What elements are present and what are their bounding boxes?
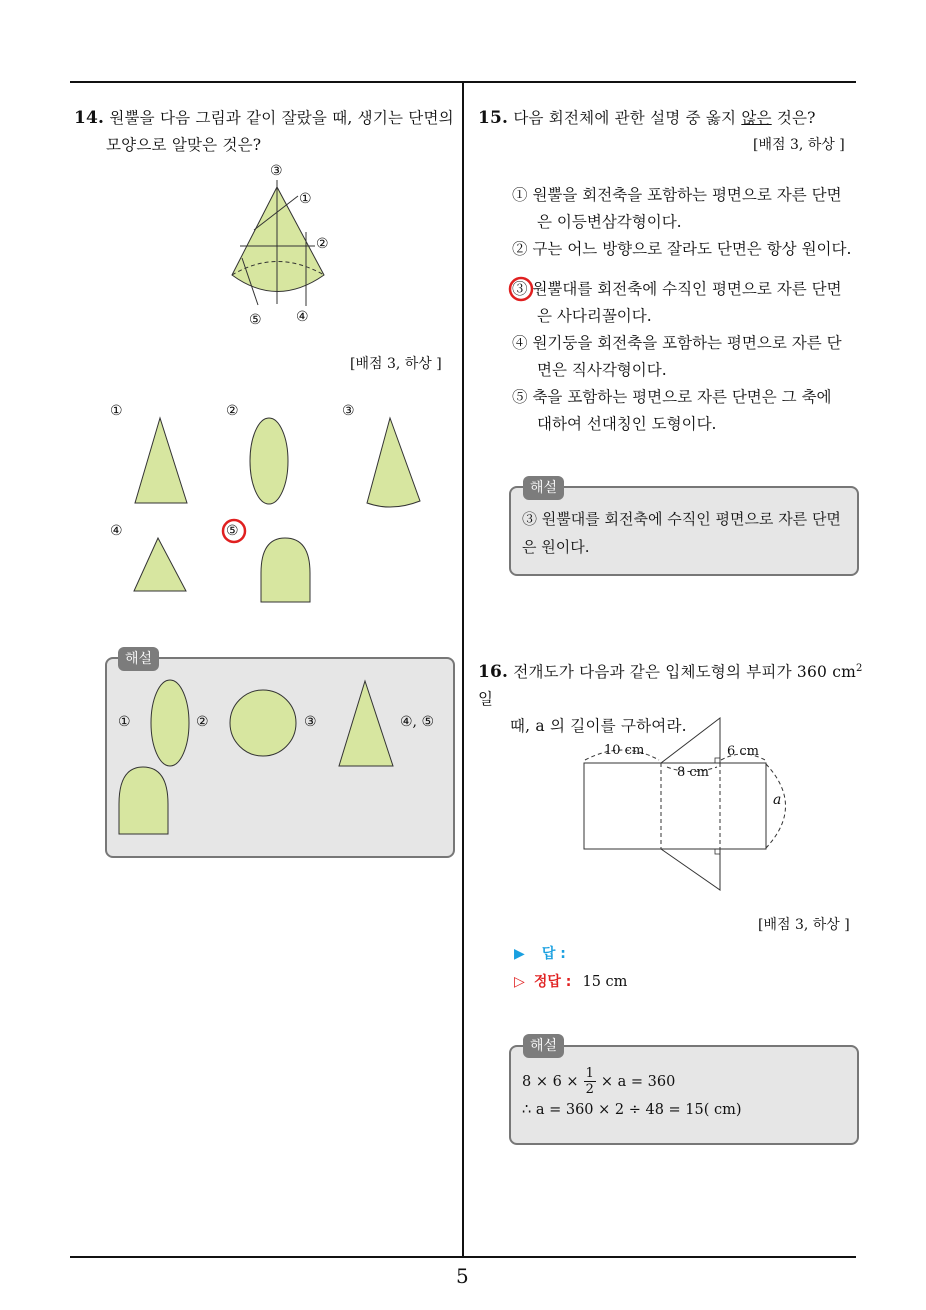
- q15-choice-4-line2: 면은 직사각형이다.: [537, 361, 667, 379]
- q16-number: 16.: [478, 662, 509, 683]
- q14-expl-parabolic-section: [116, 764, 172, 838]
- q16-text-line2: 때, a 의 길이를 구하여라.: [510, 717, 687, 736]
- q16-explanation-tab: 해설: [523, 1034, 564, 1058]
- q14-choice-4-triangle: [130, 535, 192, 595]
- q16-expl-fraction: [584, 1066, 596, 1097]
- q14-question: [74, 105, 459, 159]
- q14-choice-2-ellipse: [245, 415, 295, 507]
- q14-choice-5-parabolic-section: [258, 535, 314, 607]
- q15-text-underlined: 않은: [741, 109, 772, 127]
- q16-answer-label: 답 :: [541, 946, 566, 962]
- q14-expl-circle: [228, 688, 300, 760]
- q15-choice-1-line2: 은 이등변삼각형이다.: [537, 213, 682, 231]
- q15-choice-2[interactable]: [512, 236, 872, 263]
- q15-choice-1-mark: ①: [512, 186, 528, 204]
- q15-expl-line1: ③ 원뿔대를 회전축에 수직인 평면으로 자른 단면: [522, 510, 841, 528]
- q15-choice-3-mark: ③: [512, 280, 528, 298]
- q15-choice-1-line1: 원뿔을 회전축을 포함하는 평면으로 자른 단면: [532, 186, 842, 204]
- q15-score: [배점 3, 하상 ]: [753, 137, 845, 153]
- q14-expl-label-1: ①: [118, 714, 131, 730]
- q15-choice-5-mark: ⑤: [512, 388, 528, 406]
- q14-number: 14.: [74, 108, 105, 128]
- q14-fig-label-3: ③: [270, 163, 283, 179]
- q15-choice-5-line2: 대하여 선대칭인 도형이다.: [537, 415, 717, 433]
- q14-explanation-tab: 해설: [118, 647, 159, 671]
- q15-explanation-text: [522, 505, 852, 561]
- q14-choice-3[interactable]: ③: [342, 403, 355, 419]
- q16-expl-line1: [522, 1066, 675, 1097]
- q16-label-10cm: 10 cm: [604, 743, 645, 758]
- page-number: 5: [456, 1264, 469, 1288]
- q15-text-post: 것은?: [771, 109, 816, 127]
- q16-text-sup: 2: [856, 663, 863, 674]
- q15-choice-3[interactable]: [512, 276, 857, 330]
- q14-choice-2[interactable]: ②: [226, 403, 239, 419]
- q14-score: [배점 3, 하상 ]: [350, 356, 442, 372]
- q14-expl-ellipse: [148, 678, 194, 770]
- q16-correct-arrow-icon: ▷: [514, 974, 525, 990]
- q15-choice-4[interactable]: [512, 330, 857, 384]
- q14-choice-4[interactable]: ④: [110, 523, 123, 539]
- q15-choice-5-line1: 축을 포함하는 평면으로 자른 단면은 그 축에: [532, 388, 832, 406]
- q15-choice-2-mark: ②: [512, 240, 528, 258]
- q14-expl-label-2: ②: [196, 714, 209, 730]
- q14-choice-3-cone-section: [362, 415, 424, 515]
- q14-fig-label-4: ④: [296, 309, 309, 325]
- q15-choice-5[interactable]: [512, 384, 857, 438]
- q16-expl-line1-post: × a = 360: [600, 1073, 676, 1090]
- q15-choice-3-line2: 은 사다리꼴이다.: [537, 307, 652, 325]
- q16-answer-row[interactable]: [514, 943, 566, 963]
- q14-choice-1-triangle: [130, 415, 192, 507]
- q15-choice-2-line1: 구는 어느 방향으로 잘라도 단면은 항상 원이다.: [532, 240, 852, 258]
- q14-fig-label-1: ①: [299, 191, 312, 207]
- q14-choice-5-selected-circle: [220, 517, 250, 547]
- q14-expl-label-4-5: ④, ⑤: [400, 714, 435, 730]
- q14-text-line1: 원뿔을 다음 그림과 같이 잘랐을 때, 생기는 단면의: [109, 109, 454, 127]
- q16-text-line1-post: 일: [478, 690, 494, 709]
- q15-choice-1[interactable]: [512, 182, 857, 236]
- q16-expl-line1-pre: 8 × 6 ×: [522, 1073, 579, 1090]
- q15-choice-4-mark: ④: [512, 334, 528, 352]
- q15-choice-3-line1: 원뿔대를 회전축에 수직인 평면으로 자른 단면: [532, 280, 842, 298]
- q16-text-line1-pre: 전개도가 다음과 같은 입체도형의 부피가 360 cm: [513, 663, 856, 682]
- bottom-rule: [70, 1256, 856, 1258]
- q15-text-pre: 다음 회전체에 관한 설명 중 옳지: [513, 109, 742, 127]
- q15-choice-4-line1: 원기둥을 회전축을 포함하는 평면으로 자른 단: [532, 334, 842, 352]
- q14-expl-label-3: ③: [304, 714, 317, 730]
- q16-label-a: a: [773, 792, 782, 808]
- q14-text-line2: 모양으로 알맞은 것은?: [106, 136, 262, 154]
- q16-expl-frac-den: 2: [585, 1082, 594, 1097]
- q16-correct-row: [514, 971, 627, 991]
- q16-expl-line2: ∴ a = 360 × 2 ÷ 48 = 15( cm): [522, 1102, 742, 1118]
- q14-choice-5[interactable]: ⑤: [226, 523, 239, 539]
- q14-expl-triangle: [334, 678, 398, 770]
- q14-fig-label-5: ⑤: [249, 312, 262, 328]
- q14-fig-label-2: ②: [316, 236, 329, 252]
- q16-net-figure: [575, 710, 805, 900]
- q16-label-8cm: 8 cm: [677, 765, 710, 780]
- q15-expl-line2: 은 원이다.: [522, 538, 590, 556]
- q16-score: [배점 3, 하상 ]: [758, 917, 850, 933]
- q15-question: [478, 105, 858, 132]
- q16-expl-frac-num: 1: [585, 1066, 594, 1081]
- q16-correct-value: 15 cm: [582, 974, 628, 990]
- column-divider: [462, 82, 464, 1258]
- q15-explanation-tab: 해설: [523, 476, 564, 500]
- q16-correct-label: 정답 :: [533, 974, 572, 990]
- q16-answer-arrow-icon: ▶: [514, 946, 525, 962]
- q15-number: 15.: [478, 108, 509, 128]
- q16-label-6cm: 6 cm: [727, 744, 760, 759]
- q14-choice-1[interactable]: ①: [110, 403, 123, 419]
